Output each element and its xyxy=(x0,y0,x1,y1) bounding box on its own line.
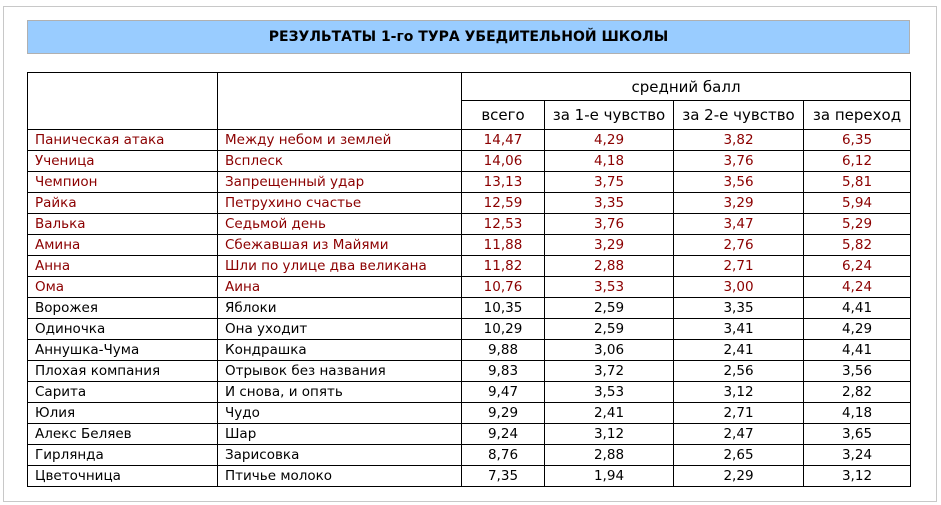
total-score-cell: 9,83 xyxy=(462,361,545,382)
feeling1-score-cell: 2,88 xyxy=(545,445,674,466)
table-row xyxy=(28,172,911,193)
table-row xyxy=(28,319,911,340)
total-score-cell: 10,76 xyxy=(462,277,545,298)
song-title-cell: Всплеск xyxy=(218,151,462,172)
participant-name-cell: Алекс Беляев xyxy=(28,424,218,445)
song-title-cell: Запрещенный удар xyxy=(218,172,462,193)
song-title-cell: Петрухино счастье xyxy=(218,193,462,214)
participant-name-cell: Цветочница xyxy=(28,466,218,487)
song-title-cell: Аина xyxy=(218,277,462,298)
table-row xyxy=(28,298,911,319)
header-col-transition: за переход xyxy=(804,101,911,130)
feeling1-score-cell: 3,76 xyxy=(545,214,674,235)
feeling1-score-cell: 3,06 xyxy=(545,340,674,361)
feeling2-score-cell: 2,56 xyxy=(674,361,804,382)
feeling1-score-cell: 3,53 xyxy=(545,382,674,403)
participant-name-cell: Плохая компания xyxy=(28,361,218,382)
participant-name-cell: Паническая атака xyxy=(28,130,218,151)
feeling1-score-cell: 4,29 xyxy=(545,130,674,151)
total-score-cell: 10,29 xyxy=(462,319,545,340)
total-score-cell: 12,59 xyxy=(462,193,545,214)
feeling1-score-cell: 2,59 xyxy=(545,298,674,319)
song-title-cell: Яблоки xyxy=(218,298,462,319)
feeling1-score-cell: 3,53 xyxy=(545,277,674,298)
participant-name-cell: Анна xyxy=(28,256,218,277)
total-score-cell: 12,53 xyxy=(462,214,545,235)
header-col-feeling2: за 2-е чувство xyxy=(674,101,804,130)
song-title-cell: Сбежавшая из Майями xyxy=(218,235,462,256)
transition-score-cell: 3,56 xyxy=(804,361,911,382)
transition-score-cell: 5,29 xyxy=(804,214,911,235)
results-table xyxy=(27,72,911,487)
participant-name-cell: Ома xyxy=(28,277,218,298)
song-title-cell: Между небом и землей xyxy=(218,130,462,151)
header-row-group xyxy=(28,73,911,101)
table-row xyxy=(28,445,911,466)
participant-name-cell: Валька xyxy=(28,214,218,235)
total-score-cell: 9,29 xyxy=(462,403,545,424)
transition-score-cell: 3,65 xyxy=(804,424,911,445)
participant-name-cell: Ворожея xyxy=(28,298,218,319)
participant-name-cell: Одиночка xyxy=(28,319,218,340)
song-title-cell: И снова, и опять xyxy=(218,382,462,403)
feeling2-score-cell: 3,82 xyxy=(674,130,804,151)
participant-name-cell: Ученица xyxy=(28,151,218,172)
feeling1-score-cell: 4,18 xyxy=(545,151,674,172)
transition-score-cell: 6,35 xyxy=(804,130,911,151)
song-title-cell: Шар xyxy=(218,424,462,445)
feeling1-score-cell: 2,88 xyxy=(545,256,674,277)
song-title-cell: Шли по улице два великана xyxy=(218,256,462,277)
song-title-cell: Зарисовка xyxy=(218,445,462,466)
table-row xyxy=(28,130,911,151)
header-song-cell xyxy=(218,73,462,130)
song-title-cell: Чудо xyxy=(218,403,462,424)
song-title-cell: Седьмой день xyxy=(218,214,462,235)
total-score-cell: 9,88 xyxy=(462,340,545,361)
feeling1-score-cell: 3,35 xyxy=(545,193,674,214)
sheet-title: РЕЗУЛЬТАТЫ 1-го ТУРА УБЕДИТЕЛЬНОЙ ШКОЛЫ xyxy=(27,20,910,54)
total-score-cell: 13,13 xyxy=(462,172,545,193)
feeling1-score-cell: 3,72 xyxy=(545,361,674,382)
table-row xyxy=(28,466,911,487)
transition-score-cell: 3,24 xyxy=(804,445,911,466)
participant-name-cell: Сарита xyxy=(28,382,218,403)
transition-score-cell: 6,24 xyxy=(804,256,911,277)
transition-score-cell: 6,12 xyxy=(804,151,911,172)
feeling2-score-cell: 2,29 xyxy=(674,466,804,487)
transition-score-cell: 5,82 xyxy=(804,235,911,256)
transition-score-cell: 4,18 xyxy=(804,403,911,424)
transition-score-cell: 4,29 xyxy=(804,319,911,340)
feeling2-score-cell: 3,47 xyxy=(674,214,804,235)
table-row xyxy=(28,382,911,403)
header-col-total: всего xyxy=(462,101,545,130)
table-row xyxy=(28,361,911,382)
feeling1-score-cell: 3,29 xyxy=(545,235,674,256)
feeling2-score-cell: 3,56 xyxy=(674,172,804,193)
table-row xyxy=(28,403,911,424)
feeling2-score-cell: 3,12 xyxy=(674,382,804,403)
participant-name-cell: Юлия xyxy=(28,403,218,424)
table-row xyxy=(28,214,911,235)
participant-name-cell: Амина xyxy=(28,235,218,256)
transition-score-cell: 5,81 xyxy=(804,172,911,193)
total-score-cell: 14,47 xyxy=(462,130,545,151)
feeling2-score-cell: 2,47 xyxy=(674,424,804,445)
feeling2-score-cell: 2,71 xyxy=(674,256,804,277)
feeling1-score-cell: 1,94 xyxy=(545,466,674,487)
feeling1-score-cell: 3,12 xyxy=(545,424,674,445)
feeling2-score-cell: 3,29 xyxy=(674,193,804,214)
feeling2-score-cell: 3,76 xyxy=(674,151,804,172)
total-score-cell: 9,24 xyxy=(462,424,545,445)
table-row xyxy=(28,424,911,445)
feeling2-score-cell: 2,41 xyxy=(674,340,804,361)
transition-score-cell: 4,24 xyxy=(804,277,911,298)
header-name-cell xyxy=(28,73,218,130)
total-score-cell: 11,88 xyxy=(462,235,545,256)
transition-score-cell: 4,41 xyxy=(804,340,911,361)
transition-score-cell: 5,94 xyxy=(804,193,911,214)
transition-score-cell: 4,41 xyxy=(804,298,911,319)
total-score-cell: 10,35 xyxy=(462,298,545,319)
song-title-cell: Птичье молоко xyxy=(218,466,462,487)
header-col-feeling1: за 1-е чувство xyxy=(545,101,674,130)
total-score-cell: 14,06 xyxy=(462,151,545,172)
total-score-cell: 8,76 xyxy=(462,445,545,466)
feeling2-score-cell: 3,00 xyxy=(674,277,804,298)
table-row xyxy=(28,256,911,277)
total-score-cell: 7,35 xyxy=(462,466,545,487)
header-average-score: средний балл xyxy=(462,73,911,101)
feeling1-score-cell: 2,59 xyxy=(545,319,674,340)
feeling1-score-cell: 3,75 xyxy=(545,172,674,193)
feeling2-score-cell: 2,76 xyxy=(674,235,804,256)
transition-score-cell: 2,82 xyxy=(804,382,911,403)
participant-name-cell: Аннушка-Чума xyxy=(28,340,218,361)
feeling1-score-cell: 2,41 xyxy=(545,403,674,424)
total-score-cell: 9,47 xyxy=(462,382,545,403)
table-row xyxy=(28,193,911,214)
table-row xyxy=(28,235,911,256)
transition-score-cell: 3,12 xyxy=(804,466,911,487)
participant-name-cell: Райка xyxy=(28,193,218,214)
song-title-cell: Отрывок без названия xyxy=(218,361,462,382)
participant-name-cell: Гирлянда xyxy=(28,445,218,466)
feeling2-score-cell: 2,65 xyxy=(674,445,804,466)
table-row xyxy=(28,151,911,172)
total-score-cell: 11,82 xyxy=(462,256,545,277)
blank-row xyxy=(27,54,910,72)
song-title-cell: Кондрашка xyxy=(218,340,462,361)
table-row xyxy=(28,340,911,361)
feeling2-score-cell: 3,35 xyxy=(674,298,804,319)
participant-name-cell: Чемпион xyxy=(28,172,218,193)
table-row xyxy=(28,277,911,298)
feeling2-score-cell: 2,71 xyxy=(674,403,804,424)
song-title-cell: Она уходит xyxy=(218,319,462,340)
feeling2-score-cell: 3,41 xyxy=(674,319,804,340)
